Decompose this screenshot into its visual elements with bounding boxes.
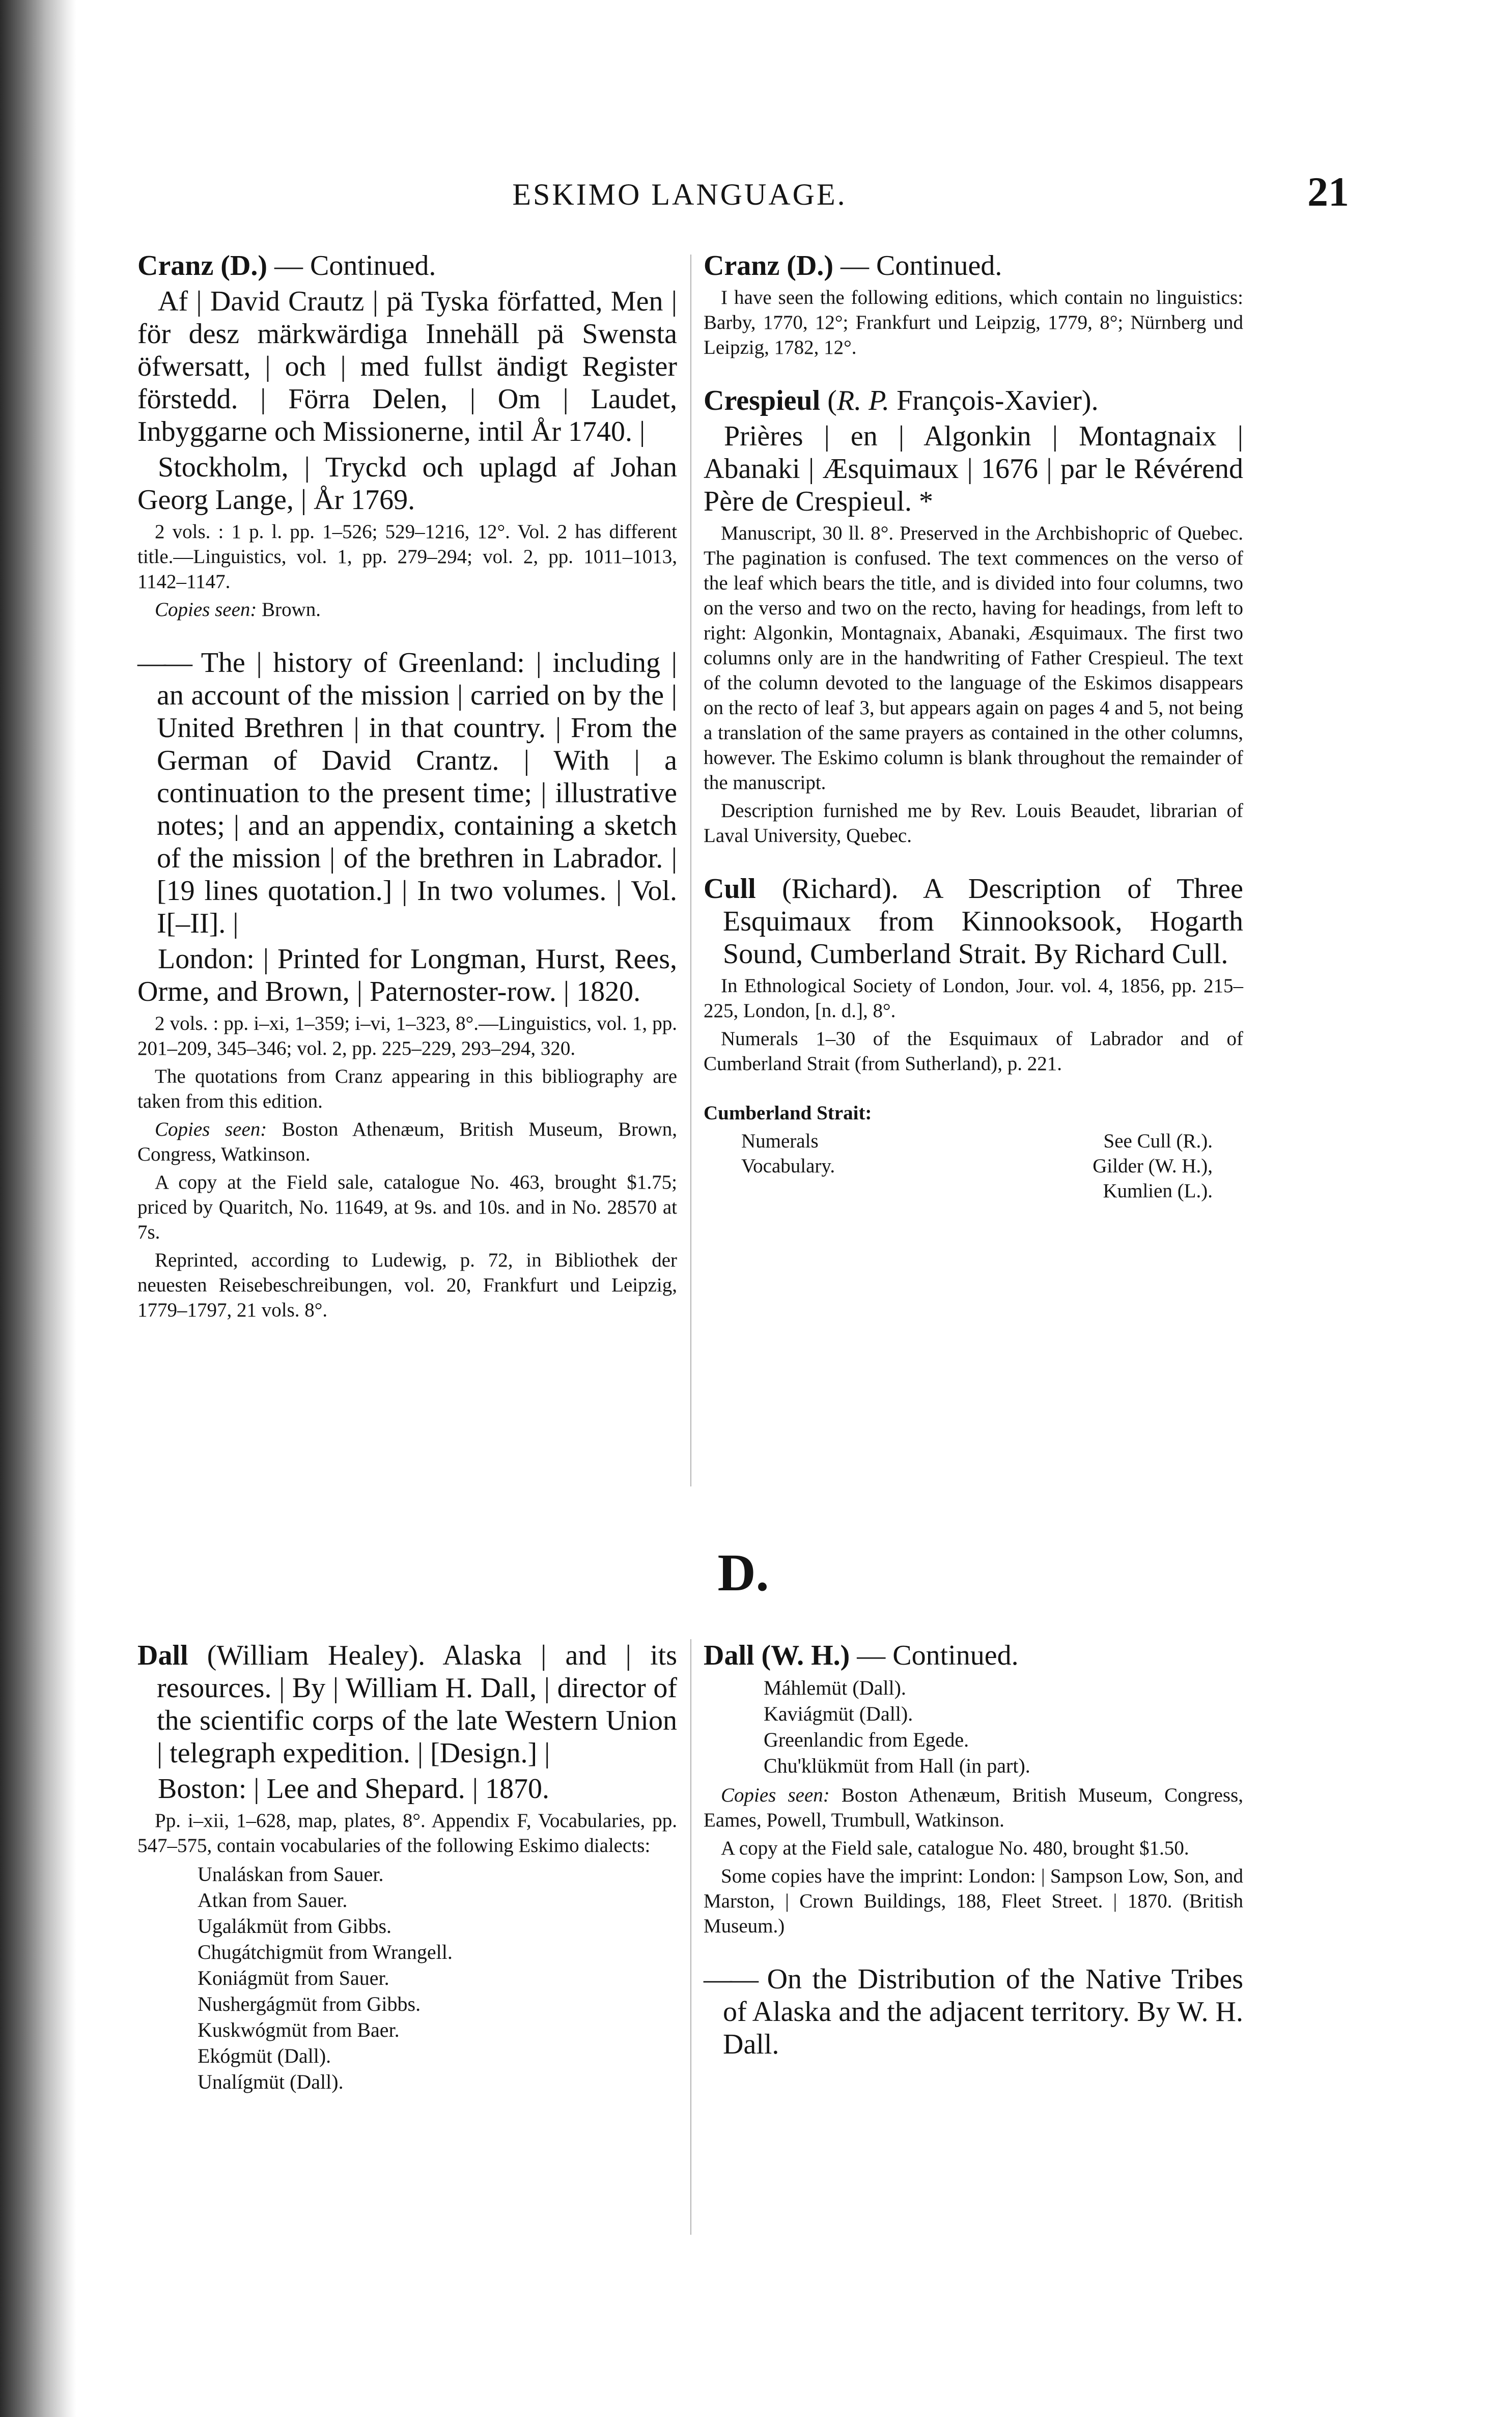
dialect-item: Greenlandic from Egede.: [764, 1728, 969, 1751]
bib-entry-cranz-continued: [704, 249, 1243, 360]
entry-title: [704, 873, 1243, 970]
entry-author: Dall (W. H.): [704, 1640, 850, 1671]
right-column-top: [704, 249, 1243, 1228]
entry-heading-italic: R. P.: [836, 385, 890, 416]
entry-title-text: Af | David Crautz | pä Tyska författed, Men | för desz märkwärdiga Innehäll pä Swensta öfwersatt, | och | med fullst ändigt Register förstedd. | Förra Delen, | Om | Laudet, Inbyggarne och Missionerne, intil År 1740. |: [137, 286, 677, 447]
cross-ref-target: See Cull (R.).: [1103, 1130, 1213, 1152]
entry-sale-note: A copy at the Field sale, catalogue No. 463, brought $1.75; priced by Quaritch, No. 11649, at 9s. and 10s. and in No. 28570 at 7s.: [137, 1171, 677, 1243]
running-head: [137, 168, 1349, 239]
ditto-dash: ——: [137, 647, 190, 679]
entry-author: Dall: [137, 1640, 188, 1671]
cross-ref-table: [704, 1129, 1243, 1203]
cross-ref-target: Kumlien (L.).: [1103, 1180, 1213, 1202]
cross-ref-topic: [704, 1178, 955, 1203]
entry-quotations-note: The quotations from Cranz appearing in this bibliography are taken from this edition.: [137, 1065, 677, 1112]
entry-title-body: Prières | en | Algonkin | Montagnaix | Abanaki | Æsquimaux | 1676 | par le Révérend Père de Crespieul.: [704, 420, 1243, 517]
bib-entry-crespieul: [704, 384, 1243, 848]
dialect-item: Unalígmüt (Dall).: [198, 2070, 344, 2093]
cross-ref-topic: Numerals: [741, 1130, 819, 1152]
entry-heading-tail: — Continued.: [850, 1640, 1019, 1671]
entry-title-mark: *: [918, 486, 933, 517]
entry-collation-note: 2 vols. : 1 p. l. pp. 1–526; 529–1216, 12°. Vol. 2 has different title.—Linguistics, vol. 1, pp. 279–294; vol. 2, pp. 1011–1013, 1142–1147.: [137, 521, 677, 593]
section-letter-heading: D.: [717, 1543, 769, 1602]
entry-reprint-note: Reprinted, according to Ludewig, p. 72, in Bibliothek der neuesten Reisebeschreibungen, vol. 20, Frankfurt und Leipzig, 1779–1797, 21 vols. 8°.: [137, 1249, 677, 1321]
entry-editions-note: I have seen the following editions, which contain no linguistics: Barby, 1770, 12°; Frankfurt und Leipzig, 1779, 8°; Nürnberg und Leipzig, 1782, 12°.: [704, 287, 1243, 358]
entry-title-text: [704, 420, 1243, 518]
dialect-item: Ekógmüt (Dall).: [198, 2044, 331, 2067]
dialect-item: Kuskwógmüt from Baer.: [198, 2018, 400, 2041]
entry-heading-tail-post: François-Xavier).: [889, 385, 1099, 416]
right-column-bottom: [704, 1639, 1243, 2085]
entry-copies-seen: [704, 1783, 1243, 1833]
entry-title: [704, 1639, 1243, 1672]
entry-title-text: On the Distribution of the Native Tribes of Alaska and the adjacent territory. By W. H. Dall.: [723, 1963, 1243, 2060]
entry-title: [704, 249, 1243, 282]
copies-seen-label: Copies seen:: [721, 1784, 830, 1806]
page-number: 21: [1307, 168, 1349, 215]
bib-entry-cranz-greenland: [137, 647, 677, 1323]
left-column-bottom: [137, 1639, 677, 2119]
cross-ref-row: [704, 1129, 1243, 1154]
entry-numerals-note: Numerals 1–30 of the Esquimaux of Labrador and of Cumberland Strait (from Sutherland), p. 221.: [704, 1028, 1243, 1075]
dialect-item: Kaviágmüt (Dall).: [764, 1702, 913, 1725]
entry-imprint: London: | Printed for Longman, Hurst, Rees, Orme, and Brown, | Paternoster-row. | 1820.: [137, 943, 677, 1007]
entry-collation-note: Pp. i–xii, 1–628, map, plates, 8°. Appendix F, Vocabularies, pp. 547–575, contain vocabularies of the following Eskimo dialects:: [137, 1810, 677, 1857]
bib-entry-dall-continued: [704, 1639, 1243, 1938]
cross-ref-row: [704, 1178, 1243, 1203]
bib-entry-dall-alaska: [137, 1639, 677, 2095]
entry-title-text: (Richard). A Description of Three Esquimaux from Kinnooksook, Hogarth Sound, Cumberland Strait. By Richard Cull.: [723, 873, 1243, 970]
left-column-top: [137, 249, 677, 1347]
dialect-item: Máhlemüt (Dall).: [764, 1676, 906, 1699]
bib-entry-cranz-swedish: [137, 249, 677, 622]
dialect-item: Koniágmüt from Sauer.: [198, 1966, 389, 1989]
entry-author: Cranz (D.): [137, 250, 268, 282]
entry-description-note: Description furnished me by Rev. Louis Beaudet, librarian of Laval University, Quebec.: [704, 800, 1243, 847]
column-divider-top: [690, 255, 691, 1486]
copies-seen-text: Boston Athenæum, British Museum, Congress, Eames, Powell, Trumbull, Watkinson.: [704, 1784, 1243, 1831]
entry-author: Cranz (D.): [704, 250, 834, 282]
bib-entry-dall-distribution: [704, 1963, 1243, 2061]
entry-title-text: The | history of Greenland: | including | an account of the mission | carried on by the | United Brethren | in that country. | From the German of David Crantz. | With | a continuation to the present time; | illustrative notes; | and an appendix, containing a sketch of the mission | of the brethren in Labrador. | [19 lines quotation.] | In two volumes. | Vol. I[–II]. |: [157, 647, 677, 939]
entry-heading-tail: — Continued.: [267, 250, 436, 282]
dialect-item: Chugátchigmüt from Wrangell.: [198, 1941, 453, 1963]
entry-heading-tail-pre: (: [820, 385, 837, 416]
dialect-item: Unaláskan from Sauer.: [198, 1863, 384, 1886]
dialect-item: Ugalákmüt from Gibbs.: [198, 1915, 392, 1937]
copies-seen-text: Boston Athenæum, British Museum, Brown, Congress, Watkinson.: [137, 1118, 677, 1165]
cross-ref-target: Gilder (W. H.),: [1093, 1155, 1213, 1177]
column-divider-bottom: [690, 1639, 691, 2235]
ditto-dash: ——: [704, 1963, 757, 1995]
entry-imprint: Stockholm, | Tryckd och uplagd af Johan Georg Lange, | År 1769.: [137, 452, 677, 516]
document-page: [137, 168, 1349, 2306]
cross-ref-cumberland-strait: [704, 1101, 1243, 1203]
cross-ref-heading: Cumberland Strait:: [704, 1102, 872, 1124]
dialect-list: [198, 1861, 677, 2095]
dialect-item: Chu'klükmüt from Hall (in part).: [764, 1754, 1030, 1777]
entry-author: Crespieul: [704, 385, 821, 416]
entry-copies-seen: [137, 597, 677, 622]
running-title: ESKIMO LANGUAGE.: [512, 178, 847, 211]
cross-ref-topic: Vocabulary.: [741, 1155, 835, 1177]
entry-title: [704, 1963, 1243, 2061]
entry-title-text: (William Healey). Alaska | and | its resources. | By | William H. Dall, | director of the scientific corps of the late Western Union | telegraph expedition. | [Design.] |: [157, 1640, 677, 1769]
dialect-item: Atkan from Sauer.: [198, 1889, 348, 1912]
entry-sale-note: A copy at the Field sale, catalogue No. 480, brought $1.50.: [721, 1837, 1189, 1859]
cross-ref-row: [704, 1154, 1243, 1178]
entry-title: [137, 249, 677, 282]
dialect-item: Nushergágmüt from Gibbs.: [198, 1992, 421, 2015]
entry-imprint-note: Some copies have the imprint: London: | Sampson Low, Son, and Marston, | Crown Buildings, 188, Fleet Street. | 1870. (British Museum.): [704, 1865, 1243, 1937]
entry-title: [137, 647, 677, 940]
copies-seen-text: Brown.: [257, 599, 321, 621]
entry-copies-seen: [137, 1117, 677, 1167]
copies-seen-label: Copies seen:: [155, 599, 257, 621]
entry-author: Cull: [704, 873, 756, 905]
entry-source-note: In Ethnological Society of London, Jour. vol. 4, 1856, pp. 215–225, London, [n. d.], 8°.: [704, 975, 1243, 1022]
copies-seen-label: Copies seen:: [155, 1118, 267, 1140]
dialect-list: [764, 1675, 1243, 1779]
entry-heading-tail: — Continued.: [833, 250, 1002, 282]
entry-collation-note: 2 vols. : pp. i–xi, 1–359; i–vi, 1–323, 8°.—Linguistics, vol. 1, pp. 201–209, 345–346; vol. 2, pp. 225–229, 293–294, 320.: [137, 1013, 677, 1059]
entry-manuscript-note: Manuscript, 30 ll. 8°. Preserved in the Archbishopric of Quebec. The pagination is confused. The text commences on the verso of the leaf which bears the title, and is divided into four columns, two on the verso and two on the recto, having for headings, from left to right: Algonkin, Montagnaix, Abanaki, Æsquimaux. The first two columns only are in the handwriting of Father Crespieul. The text of the column devoted to the language of the Eskimos disappears on the recto of leaf 3, but appears again on pages 4 and 5, not being a translation of the same prayers as contained in the other columns, however. The Eskimo column is blank throughout the remainder of the manuscript.: [704, 522, 1243, 794]
entry-title: [137, 1639, 677, 1769]
scan-edge-shadow: [0, 0, 76, 2417]
entry-imprint: Boston: | Lee and Shepard. | 1870.: [158, 1773, 549, 1805]
bib-entry-cull: [704, 873, 1243, 1076]
entry-title: [704, 384, 1243, 417]
